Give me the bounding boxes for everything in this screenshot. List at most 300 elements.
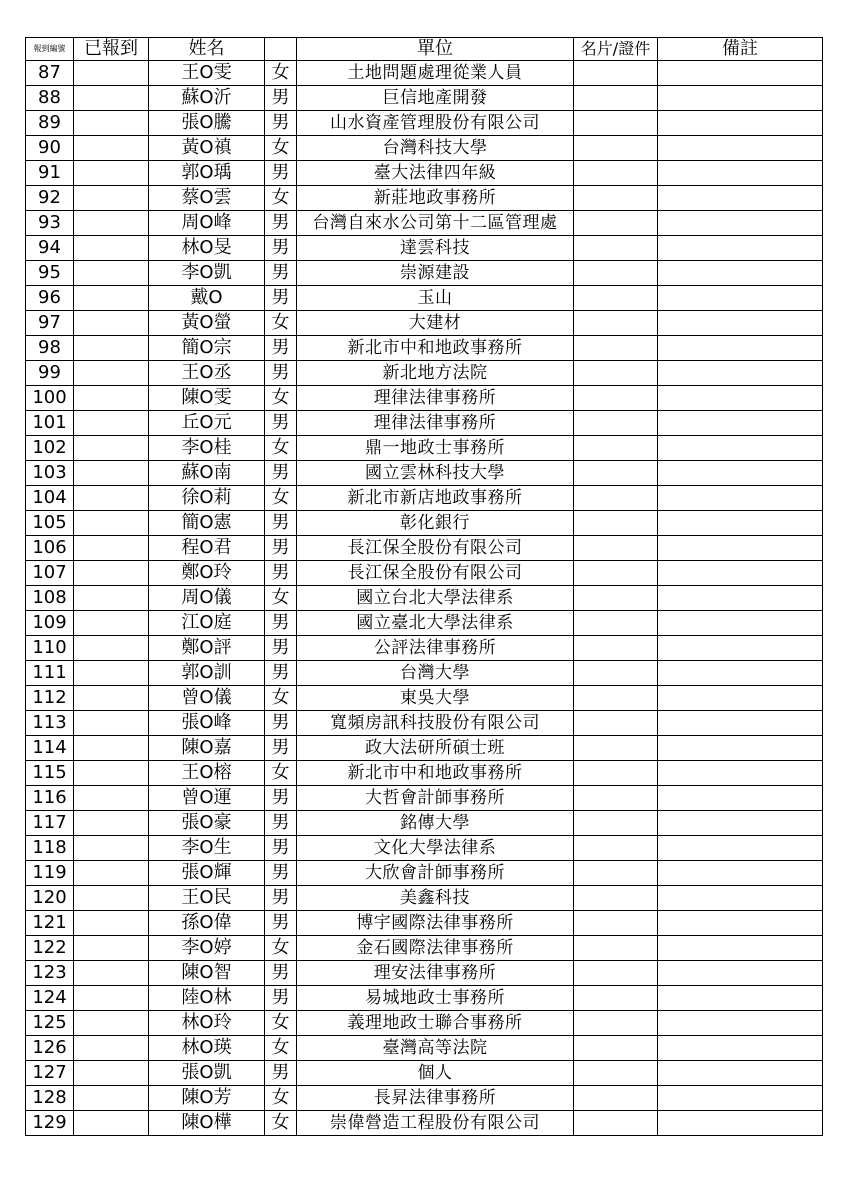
name-cell: 陳O智 xyxy=(149,961,265,986)
unit-cell: 國立雲林科技大學 xyxy=(297,461,574,486)
gender-cell: 男 xyxy=(265,861,297,886)
table-row xyxy=(26,861,823,886)
name-cell: 林O旻 xyxy=(149,236,265,261)
unit-cell: 國立台北大學法律系 xyxy=(297,586,574,611)
gender-cell: 男 xyxy=(265,836,297,861)
notes-cell xyxy=(658,336,823,361)
table-row xyxy=(26,786,823,811)
table-row xyxy=(26,661,823,686)
business-card-cell xyxy=(574,711,658,736)
name-cell: 王O雯 xyxy=(149,61,265,86)
notes-cell xyxy=(658,211,823,236)
business-card-cell xyxy=(574,811,658,836)
table-row xyxy=(26,1111,823,1136)
registration-number-cell: 112 xyxy=(26,686,74,711)
unit-cell: 美鑫科技 xyxy=(297,886,574,911)
registration-number-cell: 109 xyxy=(26,611,74,636)
notes-cell xyxy=(658,586,823,611)
table-row xyxy=(26,761,823,786)
table-row xyxy=(26,461,823,486)
registration-number-cell: 103 xyxy=(26,461,74,486)
business-card-cell xyxy=(574,636,658,661)
business-card-cell xyxy=(574,186,658,211)
reported-checkbox-cell xyxy=(74,886,149,911)
unit-cell: 崇源建設 xyxy=(297,261,574,286)
business-card-cell xyxy=(574,661,658,686)
name-cell: 王O丞 xyxy=(149,361,265,386)
unit-cell: 台灣自來水公司第十二區管理處 xyxy=(297,211,574,236)
gender-cell: 男 xyxy=(265,1061,297,1086)
reported-checkbox-cell xyxy=(74,61,149,86)
reported-checkbox-cell xyxy=(74,636,149,661)
business-card-cell xyxy=(574,1111,658,1136)
unit-cell: 新北市中和地政事務所 xyxy=(297,336,574,361)
notes-cell xyxy=(658,786,823,811)
header-name: 姓名 xyxy=(149,38,265,61)
registration-number-cell: 113 xyxy=(26,711,74,736)
business-card-cell xyxy=(574,686,658,711)
name-cell: 張O騰 xyxy=(149,111,265,136)
registration-number-cell: 102 xyxy=(26,436,74,461)
table-row xyxy=(26,286,823,311)
registration-number-cell: 115 xyxy=(26,761,74,786)
notes-cell xyxy=(658,986,823,1011)
registration-number-cell: 121 xyxy=(26,911,74,936)
reported-checkbox-cell xyxy=(74,611,149,636)
reported-checkbox-cell xyxy=(74,436,149,461)
reported-checkbox-cell xyxy=(74,911,149,936)
business-card-cell xyxy=(574,411,658,436)
registration-number-cell: 100 xyxy=(26,386,74,411)
business-card-cell xyxy=(574,586,658,611)
table-row xyxy=(26,536,823,561)
table-row xyxy=(26,736,823,761)
header-row xyxy=(26,38,823,61)
registration-number-cell: 105 xyxy=(26,511,74,536)
registration-number-cell: 129 xyxy=(26,1111,74,1136)
reported-checkbox-cell xyxy=(74,361,149,386)
unit-cell: 政大法研所碩士班 xyxy=(297,736,574,761)
table-row xyxy=(26,261,823,286)
notes-cell xyxy=(658,861,823,886)
table-row xyxy=(26,211,823,236)
notes-cell xyxy=(658,286,823,311)
name-cell: 曾O儀 xyxy=(149,686,265,711)
notes-cell xyxy=(658,61,823,86)
registration-number-cell: 98 xyxy=(26,336,74,361)
business-card-cell xyxy=(574,761,658,786)
business-card-cell xyxy=(574,1011,658,1036)
name-cell: 曾O運 xyxy=(149,786,265,811)
reported-checkbox-cell xyxy=(74,736,149,761)
table-row xyxy=(26,111,823,136)
gender-cell: 女 xyxy=(265,1086,297,1111)
gender-cell: 男 xyxy=(265,161,297,186)
registration-number-cell: 120 xyxy=(26,886,74,911)
table-row xyxy=(26,411,823,436)
header-registration-number: 報到編號 xyxy=(26,38,74,61)
unit-cell: 寬頻房訊科技股份有限公司 xyxy=(297,711,574,736)
gender-cell: 女 xyxy=(265,186,297,211)
name-cell: 簡O宗 xyxy=(149,336,265,361)
business-card-cell xyxy=(574,936,658,961)
notes-cell xyxy=(658,711,823,736)
gender-cell: 男 xyxy=(265,636,297,661)
notes-cell xyxy=(658,1036,823,1061)
unit-cell: 大欣會計師事務所 xyxy=(297,861,574,886)
reported-checkbox-cell xyxy=(74,1061,149,1086)
name-cell: 林O瑛 xyxy=(149,1036,265,1061)
gender-cell: 男 xyxy=(265,261,297,286)
gender-cell: 女 xyxy=(265,311,297,336)
name-cell: 蘇O南 xyxy=(149,461,265,486)
registration-number-cell: 116 xyxy=(26,786,74,811)
reported-checkbox-cell xyxy=(74,936,149,961)
name-cell: 張O豪 xyxy=(149,811,265,836)
table-row xyxy=(26,586,823,611)
registration-number-cell: 93 xyxy=(26,211,74,236)
unit-cell: 理律法律事務所 xyxy=(297,386,574,411)
business-card-cell xyxy=(574,161,658,186)
unit-cell: 新北市中和地政事務所 xyxy=(297,761,574,786)
name-cell: 李O婷 xyxy=(149,936,265,961)
registration-number-cell: 126 xyxy=(26,1036,74,1061)
registration-number-cell: 114 xyxy=(26,736,74,761)
notes-cell xyxy=(658,561,823,586)
name-cell: 周O儀 xyxy=(149,586,265,611)
table-row xyxy=(26,1011,823,1036)
business-card-cell xyxy=(574,436,658,461)
header-gender xyxy=(265,38,297,61)
registration-number-cell: 88 xyxy=(26,86,74,111)
unit-cell: 巨信地產開發 xyxy=(297,86,574,111)
reported-checkbox-cell xyxy=(74,211,149,236)
table-row xyxy=(26,511,823,536)
gender-cell: 男 xyxy=(265,611,297,636)
table-row xyxy=(26,561,823,586)
notes-cell xyxy=(658,886,823,911)
unit-cell: 易城地政士事務所 xyxy=(297,986,574,1011)
table-row xyxy=(26,836,823,861)
business-card-cell xyxy=(574,111,658,136)
unit-cell: 台灣大學 xyxy=(297,661,574,686)
name-cell: 李O桂 xyxy=(149,436,265,461)
gender-cell: 男 xyxy=(265,511,297,536)
notes-cell xyxy=(658,1086,823,1111)
reported-checkbox-cell xyxy=(74,161,149,186)
unit-cell: 鼎一地政士事務所 xyxy=(297,436,574,461)
name-cell: 孫O偉 xyxy=(149,911,265,936)
business-card-cell xyxy=(574,486,658,511)
name-cell: 簡O憲 xyxy=(149,511,265,536)
table-row xyxy=(26,686,823,711)
business-card-cell xyxy=(574,1086,658,1111)
unit-cell: 臺大法律四年級 xyxy=(297,161,574,186)
table-row xyxy=(26,1086,823,1111)
unit-cell: 臺灣高等法院 xyxy=(297,1036,574,1061)
unit-cell: 東吳大學 xyxy=(297,686,574,711)
unit-cell: 國立臺北大學法律系 xyxy=(297,611,574,636)
notes-cell xyxy=(658,186,823,211)
registration-number-cell: 123 xyxy=(26,961,74,986)
gender-cell: 女 xyxy=(265,136,297,161)
registration-number-cell: 104 xyxy=(26,486,74,511)
unit-cell: 長江保全股份有限公司 xyxy=(297,536,574,561)
registration-number-cell: 99 xyxy=(26,361,74,386)
gender-cell: 男 xyxy=(265,336,297,361)
notes-cell xyxy=(658,911,823,936)
table-row xyxy=(26,1061,823,1086)
registration-number-cell: 96 xyxy=(26,286,74,311)
header-notes: 備註 xyxy=(658,38,823,61)
table-row xyxy=(26,61,823,86)
notes-cell xyxy=(658,636,823,661)
gender-cell: 男 xyxy=(265,736,297,761)
business-card-cell xyxy=(574,136,658,161)
unit-cell: 長昇法律事務所 xyxy=(297,1086,574,1111)
name-cell: 李O生 xyxy=(149,836,265,861)
notes-cell xyxy=(658,461,823,486)
reported-checkbox-cell xyxy=(74,661,149,686)
unit-cell: 新北地方法院 xyxy=(297,361,574,386)
gender-cell: 女 xyxy=(265,936,297,961)
name-cell: 周O峰 xyxy=(149,211,265,236)
reported-checkbox-cell xyxy=(74,686,149,711)
gender-cell: 男 xyxy=(265,236,297,261)
business-card-cell xyxy=(574,786,658,811)
name-cell: 張O峰 xyxy=(149,711,265,736)
gender-cell: 男 xyxy=(265,86,297,111)
notes-cell xyxy=(658,411,823,436)
registration-number-cell: 91 xyxy=(26,161,74,186)
name-cell: 張O凱 xyxy=(149,1061,265,1086)
table-row xyxy=(26,961,823,986)
reported-checkbox-cell xyxy=(74,186,149,211)
table-row xyxy=(26,711,823,736)
unit-cell: 新北市新店地政事務所 xyxy=(297,486,574,511)
registration-number-cell: 125 xyxy=(26,1011,74,1036)
name-cell: 程O君 xyxy=(149,536,265,561)
registration-number-cell: 97 xyxy=(26,311,74,336)
registration-number-cell: 87 xyxy=(26,61,74,86)
name-cell: 林O玲 xyxy=(149,1011,265,1036)
reported-checkbox-cell xyxy=(74,811,149,836)
notes-cell xyxy=(658,111,823,136)
registration-number-cell: 119 xyxy=(26,861,74,886)
registration-number-cell: 110 xyxy=(26,636,74,661)
business-card-cell xyxy=(574,961,658,986)
reported-checkbox-cell xyxy=(74,386,149,411)
table-row xyxy=(26,611,823,636)
business-card-cell xyxy=(574,736,658,761)
business-card-cell xyxy=(574,911,658,936)
table-row xyxy=(26,911,823,936)
notes-cell xyxy=(658,836,823,861)
reported-checkbox-cell xyxy=(74,836,149,861)
gender-cell: 男 xyxy=(265,811,297,836)
gender-cell: 女 xyxy=(265,1011,297,1036)
business-card-cell xyxy=(574,886,658,911)
unit-cell: 土地問題處理從業人員 xyxy=(297,61,574,86)
notes-cell xyxy=(658,536,823,561)
unit-cell: 個人 xyxy=(297,1061,574,1086)
unit-cell: 大哲會計師事務所 xyxy=(297,786,574,811)
reported-checkbox-cell xyxy=(74,111,149,136)
table-row xyxy=(26,986,823,1011)
business-card-cell xyxy=(574,336,658,361)
reported-checkbox-cell xyxy=(74,286,149,311)
unit-cell: 山水資產管理股份有限公司 xyxy=(297,111,574,136)
registration-number-cell: 111 xyxy=(26,661,74,686)
registration-number-cell: 92 xyxy=(26,186,74,211)
name-cell: 陳O嘉 xyxy=(149,736,265,761)
unit-cell: 理安法律事務所 xyxy=(297,961,574,986)
registration-number-cell: 94 xyxy=(26,236,74,261)
gender-cell: 男 xyxy=(265,286,297,311)
reported-checkbox-cell xyxy=(74,236,149,261)
business-card-cell xyxy=(574,236,658,261)
name-cell: 黃O禛 xyxy=(149,136,265,161)
name-cell: 李O凱 xyxy=(149,261,265,286)
unit-cell: 文化大學法律系 xyxy=(297,836,574,861)
gender-cell: 男 xyxy=(265,711,297,736)
gender-cell: 男 xyxy=(265,986,297,1011)
reported-checkbox-cell xyxy=(74,711,149,736)
business-card-cell xyxy=(574,461,658,486)
reported-checkbox-cell xyxy=(74,511,149,536)
notes-cell xyxy=(658,1061,823,1086)
notes-cell xyxy=(658,311,823,336)
name-cell: 郭O訓 xyxy=(149,661,265,686)
name-cell: 陸O林 xyxy=(149,986,265,1011)
business-card-cell xyxy=(574,361,658,386)
reported-checkbox-cell xyxy=(74,761,149,786)
notes-cell xyxy=(658,811,823,836)
business-card-cell xyxy=(574,1036,658,1061)
name-cell: 陳O雯 xyxy=(149,386,265,411)
unit-cell: 新莊地政事務所 xyxy=(297,186,574,211)
notes-cell xyxy=(658,261,823,286)
gender-cell: 男 xyxy=(265,961,297,986)
notes-cell xyxy=(658,611,823,636)
table-row xyxy=(26,86,823,111)
gender-cell: 男 xyxy=(265,561,297,586)
registration-number-cell: 107 xyxy=(26,561,74,586)
notes-cell xyxy=(658,86,823,111)
name-cell: 徐O莉 xyxy=(149,486,265,511)
notes-cell xyxy=(658,136,823,161)
notes-cell xyxy=(658,961,823,986)
registration-number-cell: 122 xyxy=(26,936,74,961)
reported-checkbox-cell xyxy=(74,561,149,586)
gender-cell: 男 xyxy=(265,461,297,486)
registration-number-cell: 117 xyxy=(26,811,74,836)
name-cell: 江O庭 xyxy=(149,611,265,636)
reported-checkbox-cell xyxy=(74,961,149,986)
gender-cell: 男 xyxy=(265,411,297,436)
unit-cell: 金石國際法律事務所 xyxy=(297,936,574,961)
unit-cell: 銘傳大學 xyxy=(297,811,574,836)
reported-checkbox-cell xyxy=(74,86,149,111)
header-unit: 單位 xyxy=(297,38,574,61)
name-cell: 丘O元 xyxy=(149,411,265,436)
registration-number-cell: 108 xyxy=(26,586,74,611)
table-header xyxy=(26,38,823,61)
name-cell: 蘇O沂 xyxy=(149,86,265,111)
unit-cell: 大建材 xyxy=(297,311,574,336)
table-body xyxy=(26,61,823,1136)
business-card-cell xyxy=(574,86,658,111)
unit-cell: 玉山 xyxy=(297,286,574,311)
gender-cell: 男 xyxy=(265,361,297,386)
unit-cell: 達雲科技 xyxy=(297,236,574,261)
table-row xyxy=(26,636,823,661)
business-card-cell xyxy=(574,511,658,536)
name-cell: 陳O芳 xyxy=(149,1086,265,1111)
reported-checkbox-cell xyxy=(74,1086,149,1111)
reported-checkbox-cell xyxy=(74,861,149,886)
registration-number-cell: 118 xyxy=(26,836,74,861)
gender-cell: 女 xyxy=(265,436,297,461)
reported-checkbox-cell xyxy=(74,311,149,336)
name-cell: 鄭O評 xyxy=(149,636,265,661)
table-row xyxy=(26,386,823,411)
notes-cell xyxy=(658,1111,823,1136)
notes-cell xyxy=(658,511,823,536)
table-row xyxy=(26,936,823,961)
gender-cell: 男 xyxy=(265,211,297,236)
registration-number-cell: 90 xyxy=(26,136,74,161)
table-row xyxy=(26,361,823,386)
business-card-cell xyxy=(574,261,658,286)
notes-cell xyxy=(658,236,823,261)
reported-checkbox-cell xyxy=(74,261,149,286)
gender-cell: 男 xyxy=(265,536,297,561)
table-row xyxy=(26,486,823,511)
reported-checkbox-cell xyxy=(74,461,149,486)
table-row xyxy=(26,1036,823,1061)
reported-checkbox-cell xyxy=(74,1011,149,1036)
name-cell: 郭O瑀 xyxy=(149,161,265,186)
table-row xyxy=(26,436,823,461)
notes-cell xyxy=(658,936,823,961)
reported-checkbox-cell xyxy=(74,411,149,436)
table-row xyxy=(26,186,823,211)
registration-number-cell: 124 xyxy=(26,986,74,1011)
name-cell: 張O輝 xyxy=(149,861,265,886)
reported-checkbox-cell xyxy=(74,1036,149,1061)
name-cell: 陳O樺 xyxy=(149,1111,265,1136)
name-cell: 戴O xyxy=(149,286,265,311)
notes-cell xyxy=(658,761,823,786)
name-cell: 蔡O雲 xyxy=(149,186,265,211)
name-cell: 黃O螢 xyxy=(149,311,265,336)
notes-cell xyxy=(658,436,823,461)
table-row xyxy=(26,311,823,336)
business-card-cell xyxy=(574,611,658,636)
reported-checkbox-cell xyxy=(74,336,149,361)
notes-cell xyxy=(658,686,823,711)
gender-cell: 女 xyxy=(265,586,297,611)
registration-number-cell: 101 xyxy=(26,411,74,436)
notes-cell xyxy=(658,386,823,411)
business-card-cell xyxy=(574,536,658,561)
gender-cell: 女 xyxy=(265,761,297,786)
table-row xyxy=(26,336,823,361)
registration-number-cell: 89 xyxy=(26,111,74,136)
gender-cell: 女 xyxy=(265,1111,297,1136)
table-row xyxy=(26,886,823,911)
